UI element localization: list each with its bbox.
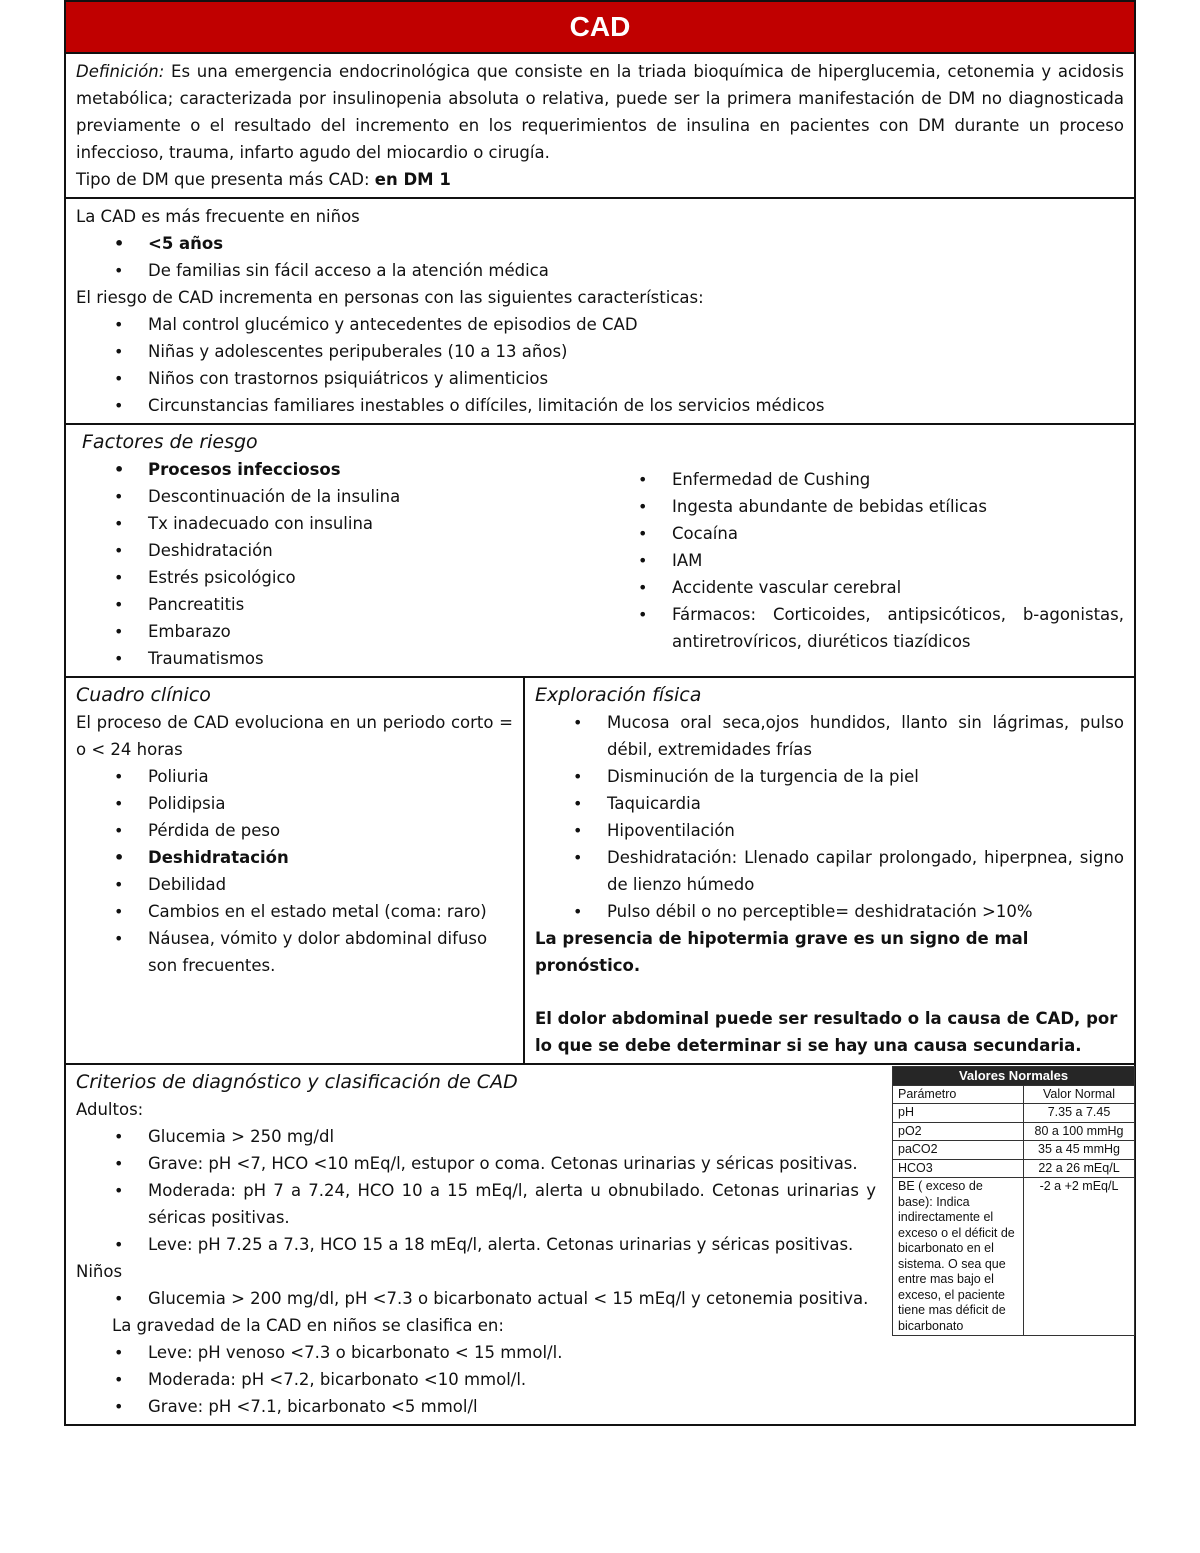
- list-item: • <5 años: [76, 230, 1124, 257]
- list-item: • Accidente vascular cerebral: [600, 574, 1124, 601]
- clinical-list: [76, 763, 513, 979]
- list-item: • Polidipsia: [76, 790, 513, 817]
- normal-values-title: Valores Normales: [893, 1067, 1135, 1086]
- risk-characteristics-list: [76, 311, 1124, 419]
- list-item: • Mucosa oral seca,ojos hundidos, llanto sin lágrimas, pulso débil, extremidades frías: [535, 709, 1124, 763]
- exam-note-abdominal-pain: El dolor abdominal puede ser resultado o la causa de CAD, por lo que se debe determinar si se hay una causa secundaria.: [535, 1009, 1118, 1055]
- list-item: • Deshidratación: Llenado capilar prolongado, hiperpnea, signo de lienzo húmedo: [535, 844, 1124, 898]
- list-item: • Grave: pH <7.1, bicarbonato <5 mmol/l: [76, 1393, 876, 1420]
- dm-type-label: Tipo de DM que presenta más CAD:: [76, 170, 375, 189]
- list-item: • Debilidad: [76, 871, 513, 898]
- normal-values-table: [892, 1066, 1135, 1336]
- clinical-intro: El proceso de CAD evoluciona en un periodo corto = o < 24 horas: [76, 713, 513, 759]
- clinical-exam-section: [64, 678, 1136, 1065]
- list-item: • Leve: pH venoso <7.3 o bicarbonato < 15 mmol/l.: [76, 1339, 876, 1366]
- column-header-value: Valor Normal: [1024, 1085, 1135, 1104]
- risk-factors-heading: Factores de riesgo: [82, 431, 258, 453]
- risk-factors-left-list: [76, 456, 600, 672]
- definition-section: [64, 54, 1136, 199]
- list-item: • Cocaína: [600, 520, 1124, 547]
- list-item: • Circunstancias familiares inestables o difíciles, limitación de los servicios médicos: [76, 392, 1124, 419]
- page-title: CAD: [64, 0, 1136, 54]
- list-item: • Deshidratación: [76, 844, 513, 871]
- exam-note-hypothermia: La presencia de hipotermia grave es un signo de mal pronóstico.: [535, 929, 1029, 975]
- list-item: • Moderada: pH <7.2, bicarbonato <10 mmol/l.: [76, 1366, 876, 1393]
- list-item: • Embarazo: [76, 618, 600, 645]
- clinical-heading: Cuadro clínico: [76, 684, 211, 706]
- list-item: • Náusea, vómito y dolor abdominal difuso son frecuentes.: [76, 925, 513, 979]
- list-item: • Deshidratación: [76, 537, 600, 564]
- clinical-column: [66, 678, 525, 1063]
- cad-sheet: [64, 0, 1136, 1426]
- list-item: • Pancreatitis: [76, 591, 600, 618]
- frequency-section: [64, 199, 1136, 425]
- list-item: • Pérdida de peso: [76, 817, 513, 844]
- table-cell: paCO2: [893, 1141, 1024, 1160]
- column-header-parameter: Parámetro: [893, 1085, 1024, 1104]
- severity-intro: La gravedad de la CAD en niños se clasifica en:: [112, 1316, 504, 1335]
- list-item: • Mal control glucémico y antecedentes de episodios de CAD: [76, 311, 1124, 338]
- severity-list: [76, 1339, 876, 1420]
- table-cell: pO2: [893, 1122, 1024, 1141]
- list-item: • Descontinuación de la insulina: [76, 483, 600, 510]
- list-item: • Cambios en el estado metal (coma: raro): [76, 898, 513, 925]
- list-item: • Hipoventilación: [535, 817, 1124, 844]
- frequency-list: [76, 230, 1124, 284]
- risk-factors-right-list: [600, 456, 1124, 672]
- exam-heading: Exploración física: [535, 684, 702, 706]
- list-item: • Disminución de la turgencia de la piel: [535, 763, 1124, 790]
- list-item: • IAM: [600, 547, 1124, 574]
- list-item: • De familias sin fácil acceso a la atención médica: [76, 257, 1124, 284]
- adults-label: Adultos:: [76, 1100, 144, 1119]
- adults-criteria-list: [76, 1123, 876, 1258]
- diagnosis-section: [64, 1065, 1136, 1426]
- table-row: [893, 1104, 1135, 1123]
- list-item: • Taquicardia: [535, 790, 1124, 817]
- kids-criteria-list: [76, 1285, 876, 1312]
- list-item: • Leve: pH 7.25 a 7.3, HCO 15 a 18 mEq/l, alerta. Cetonas urinarias y séricas positivas.: [76, 1231, 876, 1258]
- list-item: • Fármacos: Corticoides, antipsicóticos, b-agonistas, antiretrovíricos, diuréticos tiazídicos: [600, 601, 1124, 655]
- kids-label: Niños: [76, 1262, 123, 1281]
- table-cell: 22 a 26 mEq/L: [1024, 1159, 1135, 1178]
- table-row: [893, 1159, 1135, 1178]
- table-cell: 7.35 a 7.45: [1024, 1104, 1135, 1123]
- table-cell: 80 a 100 mmHg: [1024, 1122, 1135, 1141]
- list-item: • Tx inadecuado con insulina: [76, 510, 600, 537]
- table-cell: BE ( exceso de base): Indica indirectamente el exceso o el déficit de bicarbonato en el sistema. O sea que entre mas bajo el exceso, el paciente tiene mas déficit de bicarbonato: [893, 1178, 1024, 1336]
- table-cell: 35 a 45 mmHg: [1024, 1141, 1135, 1160]
- definition-label: Definición:: [76, 62, 165, 81]
- list-item: • Glucemia > 200 mg/dl, pH <7.3 o bicarbonato actual < 15 mEq/l y cetonemia positiva.: [76, 1285, 876, 1312]
- diagnosis-heading: Criterios de diagnóstico y clasificación de CAD: [76, 1071, 518, 1093]
- list-item: • Niños con trastornos psiquiátricos y alimenticios: [76, 365, 1124, 392]
- table-row: [893, 1178, 1135, 1336]
- exam-list: [535, 709, 1124, 925]
- list-item: • Procesos infecciosos: [76, 456, 600, 483]
- list-item: • Niñas y adolescentes peripuberales (10 a 13 años): [76, 338, 1124, 365]
- list-item: • Enfermedad de Cushing: [600, 466, 1124, 493]
- list-item: • Ingesta abundante de bebidas etílicas: [600, 493, 1124, 520]
- table-cell: pH: [893, 1104, 1024, 1123]
- table-cell: -2 a +2 mEq/L: [1024, 1178, 1135, 1336]
- risk-intro: El riesgo de CAD incrementa en personas con las siguientes características:: [76, 288, 704, 307]
- list-item: • Estrés psicológico: [76, 564, 600, 591]
- list-item: • Pulso débil o no perceptible= deshidratación >10%: [535, 898, 1124, 925]
- definition-text: Es una emergencia endocrinológica que consiste en la triada bioquímica de hiperglucemia, cetonemia y acidosis metabólica; caracterizada por insulinopenia absoluta o relativa, puede ser la primera manifestación de DM no diagnosticada previamente o el resultado del incremento en los requerimientos de insulina en pacientes con DM durante un proceso infeccioso, trauma, infarto agudo del miocardio o cirugía.: [76, 62, 1124, 162]
- list-item: • Moderada: pH 7 a 7.24, HCO 10 a 15 mEq/l, alerta u obnubilado. Cetonas urinarias y séricas positivas.: [76, 1177, 876, 1231]
- list-item: • Poliuria: [76, 763, 513, 790]
- list-item: • Grave: pH <7, HCO <10 mEq/l, estupor o coma. Cetonas urinarias y séricas positivas.: [76, 1150, 876, 1177]
- list-item: • Traumatismos: [76, 645, 600, 672]
- dm-type-value: en DM 1: [374, 170, 451, 189]
- table-row: [893, 1122, 1135, 1141]
- frequency-intro: La CAD es más frecuente en niños: [76, 207, 360, 226]
- risk-factors-section: [64, 425, 1136, 678]
- table-cell: HCO3: [893, 1159, 1024, 1178]
- table-row: [893, 1141, 1135, 1160]
- exam-column: [525, 678, 1134, 1063]
- list-item: • Glucemia > 250 mg/dl: [76, 1123, 876, 1150]
